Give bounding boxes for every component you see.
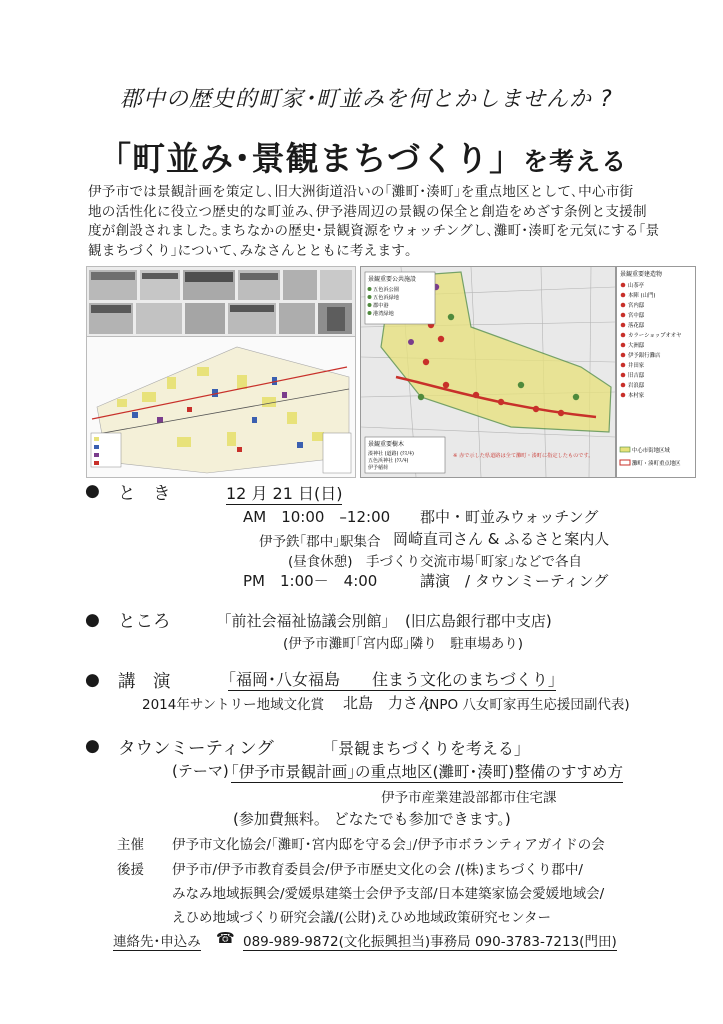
townscape-photos: [86, 266, 356, 338]
kouen-label: 講 演: [118, 672, 171, 692]
support-organizations: 伊予市/伊予市教育委員会/伊予市歴史文化の会 /(株)まちづくり郡中/: [172, 862, 583, 878]
bullet-icon: ●: [85, 610, 100, 630]
speaker-name: 北島 力さん: [343, 694, 434, 712]
presenter-dept: 伊予市産業建設部都市住宅課: [381, 790, 557, 806]
town-meeting-title: ｢景観まちづくりを考える｣: [330, 739, 522, 758]
venue-former-name: (旧広島銀行郡中支店): [405, 612, 552, 630]
intro-paragraph: [88, 183, 708, 261]
theme-label: (テーマ): [172, 762, 229, 780]
event-date: 12 月 21 日(日): [226, 481, 342, 505]
support-label: 後援: [117, 862, 144, 878]
theme-text: ｢伊予市景観計画｣の重点地区(灘町･湊町)整備のすすめ方: [231, 760, 623, 783]
map-legend-right-item: 旧吉邸: [628, 373, 645, 379]
map-legend-left-item: 郡中港: [373, 303, 389, 309]
map-legend-right: [616, 266, 696, 478]
map-legend-right-title: 景観重要建造物: [620, 271, 663, 278]
title-suffix: を考える: [523, 147, 628, 176]
key-district-map: [360, 266, 616, 478]
photo-collage: [87, 267, 355, 337]
phone-icon: ☎: [216, 929, 235, 947]
map-legend-bottom-item: 五色浜神社 (ｸｽﾉｷ): [368, 458, 409, 464]
street-map-graphic: [87, 337, 355, 477]
zone-legend-item: 中心市街地区域: [632, 448, 670, 454]
venue-address: (伊予市灘町｢宮内邸｣隣り 駐車場あり): [283, 636, 524, 652]
participation-fee: (参加費無料。 どなたでも参加できます。): [233, 810, 511, 828]
host-organizations: 伊予市文化協会/｢灘町･宮内邸を守る会｣/伊予市ボランティアガイドの会: [172, 837, 605, 853]
district-map-left: [86, 336, 356, 478]
lunch-break: (昼食休憩) 手づくり交流市場｢町家｣などで各自: [288, 554, 583, 570]
venue-name: ｢前社会福祉協議会別館｣: [224, 612, 390, 630]
pm-event: 講演 / タウンミーティング: [420, 572, 609, 590]
toki-label: と き: [118, 484, 171, 504]
bullet-icon: ●: [85, 736, 100, 756]
map-legend-right-item: 大洲邸: [628, 343, 645, 349]
award-name: 2014年サントリー地域文化賞: [142, 697, 325, 713]
speaker-affiliation: (NPO 八女町家再生応援団副代表): [424, 697, 630, 713]
map-legend-right-graphic: [617, 267, 695, 477]
meeting-point: 伊予鉄｢郡中｣駅集合: [259, 534, 381, 550]
tokoro-label: ところ: [118, 612, 171, 632]
map-legend-left-item: 五色浜緑地: [373, 295, 399, 301]
map-legend-left-item: 五色浜公園: [373, 287, 399, 293]
map-legend-right-item: 岩浪邸: [628, 383, 645, 389]
intro-line: 地の活性化に役立つ歴史的な町並み､伊予港周辺の景観の保全と創造をめざす条例と支援制: [88, 203, 647, 220]
map-legend-right-item: 本陣 (山門): [628, 293, 656, 299]
support-organizations: えひめ地域づくり研究会議/(公財)えひめ地域政策研究センター: [172, 910, 552, 926]
am-event: 郡中・町並みウォッチング: [420, 508, 599, 526]
map-legend-bottom-title: 景観重要樹木: [368, 441, 405, 448]
contact-info: 089-989-9872(文化振興担当)事務局 090-3783-7213(門田): [243, 930, 617, 951]
intro-line: 観まちづくり｣について､みなさんとともに考えます｡: [88, 242, 413, 259]
zone-legend-item: 灘町・湊町重点地区: [632, 461, 681, 467]
bullet-icon: ●: [85, 670, 100, 690]
map-legend-right-item: 山茶亭: [628, 283, 645, 289]
map-legend-right-item: 宮内邸: [628, 303, 645, 309]
guide-names: 岡崎直司さん & ふるさと案内人: [393, 530, 610, 548]
subtitle: 郡中の歴史的町家･町並みを何とかしませんか ?: [120, 87, 613, 112]
map-legend-right-item: 井田家: [628, 363, 645, 369]
map-legend-right-item: 本村家: [628, 393, 645, 399]
intro-line: 度が創設されました｡まちなかの歴史･景観資源をウォッチングし､灘町･湊町を元気にする｢景: [88, 223, 660, 239]
map-legend-left-item: 港湾緑地: [373, 311, 394, 317]
key-district-map-graphic: [361, 267, 615, 477]
town-meeting-label: タウンミーティング: [118, 739, 274, 759]
map-legend-right-item: 落花邸: [628, 323, 645, 329]
map-legend-bottom-item: 伊予稲荷: [368, 465, 389, 471]
title-main: 「町並み･景観まちづくり」: [98, 139, 524, 178]
intro-line: 伊予市では景観計画を策定し､旧大洲街道沿いの｢灘町･湊町｣を重点地区として､中心市街: [88, 184, 634, 200]
pm-time: PM 1:00－ 4:00: [243, 572, 378, 590]
map-legend-right-item: カラーショップオオヤ: [628, 333, 682, 339]
map-note: ※ 赤で示した県道路は全て灘町・湊町に指定したものです。: [453, 453, 594, 459]
host-label: 主催: [117, 837, 144, 853]
map-legend-right-item: 伊予銀行灘店: [628, 353, 661, 359]
map-legend-bottom-item: 湊神社 (道路) (ｸｽﾉｷ): [368, 451, 414, 457]
bullet-icon: ●: [85, 481, 100, 501]
map-legend-left-title: 景観重要公共施設: [368, 276, 417, 283]
contact-label: 連絡先･申込み: [113, 930, 201, 951]
lecture-topic: ｢福岡･八女福島 住まう文化のまちづくり｣: [228, 667, 556, 691]
support-organizations: みなみ地域振興会/愛媛県建築士会伊予支部/日本建築家協会愛媛地域会/: [172, 886, 605, 902]
map-legend-right-item: 宮中邸: [628, 313, 645, 319]
am-time: AM 10:00 –12:00: [243, 508, 391, 526]
page-title: [98, 133, 627, 180]
